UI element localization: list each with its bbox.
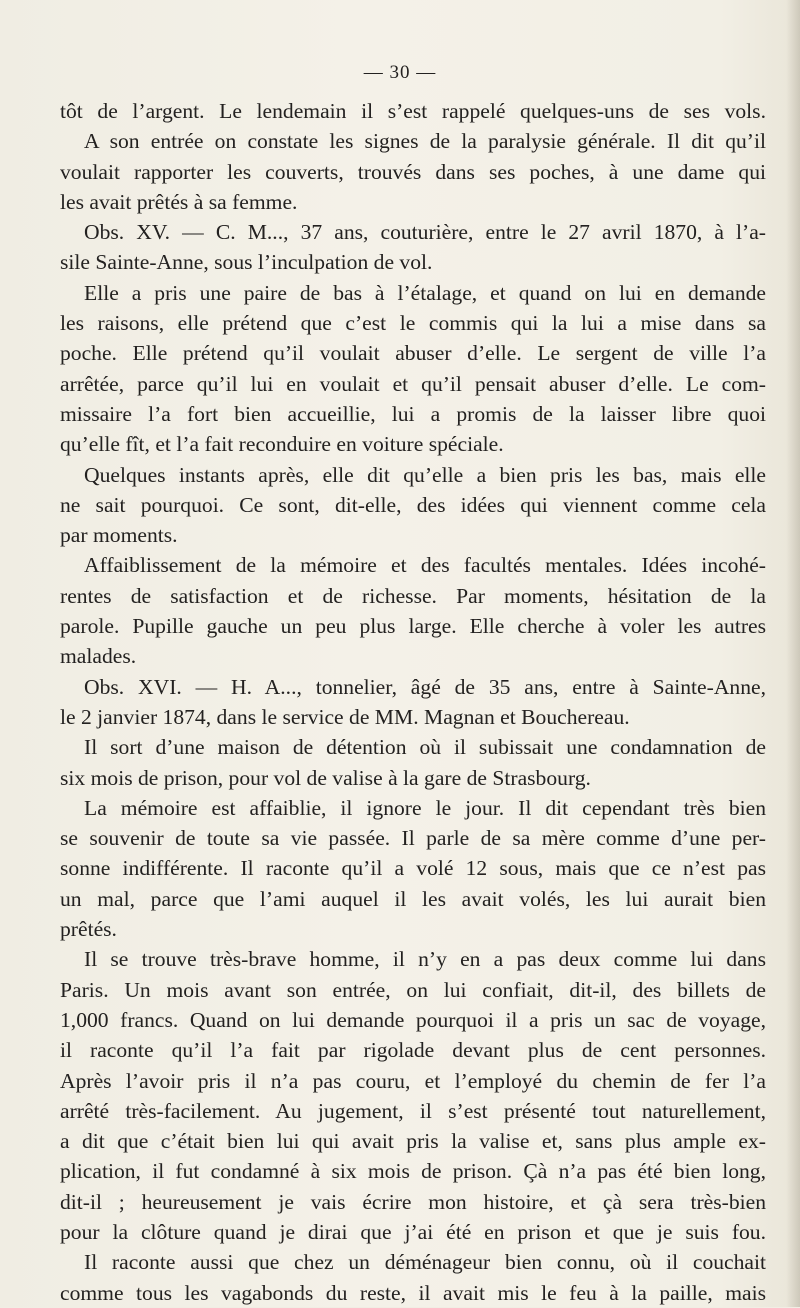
text-line: arrêté très-facilement. Au jugement, il s’est présenté tout naturellement, [60,1098,766,1123]
text-line: sonne indifférente. Il raconte qu’il a volé 12 sous, mais que ce n’est pas [60,856,766,881]
text-line: dit-il ; heureusement je vais écrire mon histoire, et çà sera très-bien [60,1189,766,1214]
text-line: un mal, parce que l’ami auquel il les avait volés, les lui aurait bien [60,886,766,911]
text-line: malades. [60,644,137,669]
text-line: Obs. XVI. — H. A..., tonnelier, âgé de 35 ans, entre à Sainte-Anne, [84,674,766,699]
text-line: il raconte qu’il l’a fait par rigolade devant plus de cent personnes. [60,1038,766,1063]
text-line: se souvenir de toute sa vie passée. Il parle de sa mère comme d’une per- [60,826,766,851]
text-line: ne sait pourquoi. Ce sont, dit-elle, des idées qui viennent comme cela [60,492,766,517]
text-line: sile Sainte-Anne, sous l’inculpation de vol. [60,250,433,275]
text-line: Paris. Un mois avant son entrée, on lui confiait, dit-il, des billets de [60,977,766,1002]
text-line: six mois de prison, pour vol de valise à la gare de Strasbourg. [60,765,591,790]
text-line: les raisons, elle prétend que c’est le commis qui la lui a mise dans sa [60,311,766,336]
text-line: arrêtée, parce qu’il lui en voulait et qu’il pensait abuser d’elle. Le com- [60,371,766,396]
text-line: prêtés. [60,917,117,942]
text-line: 1,000 francs. Quand on lui demande pourquoi il a pris un sac de voyage, [60,1007,766,1032]
text-line: rentes de satisfaction et de richesse. Par moments, hésitation de la [60,583,766,608]
page-number: — 30 — [363,62,437,83]
text-line: Obs. XV. — C. M..., 37 ans, couturière, entre le 27 avril 1870, à l’a- [84,220,766,245]
text-line: Il se trouve très-brave homme, il n’y en a pas deux comme lui dans [84,947,766,972]
text-line: parole. Pupille gauche un peu plus large. Elle cherche à voler les autres [60,614,766,639]
text-line: Il sort d’une maison de détention où il subissait une condamnation de [84,735,766,760]
text-line: a dit que c’était bien lui qui avait pris la valise et, sans plus ample ex- [60,1129,766,1154]
text-line: voulait rapporter les couverts, trouvés dans ses poches, à une dame qui [60,159,766,184]
text-line: par moments. [60,523,178,548]
text-line: tôt de l’argent. Le lendemain il s’est rappelé quelques-uns de ses vols. [60,99,766,123]
text-line: A son entrée on constate les signes de la paralysie générale. Il dit qu’il [84,129,766,154]
text-line: Il raconte aussi que chez un déménageur bien connu, où il couchait [84,1250,766,1275]
page-edge-shadow [786,0,800,1307]
text-line: comme tous les vagabonds du reste, il avait mis le feu à la paille, mais [60,1280,766,1305]
text-line: missaire l’a fort bien accueillie, lui a promis de la laisser libre quoi [60,401,766,426]
text-line: La mémoire est affaiblie, il ignore le jour. Il dit cependant très bien [84,795,766,820]
text-line: les avait prêtés à sa femme. [60,189,298,214]
text-line: pour la clôture quand je dirai que j’ai été en prison et que je suis fou. [60,1219,766,1244]
text-line: poche. Elle prétend qu’il voulait abuser d’elle. Le sergent de ville l’a [60,341,766,366]
text-line: Après l’avoir pris il n’a pas couru, et l’employé du chemin de fer l’a [60,1068,766,1093]
text-line: plication, il fut condamné à six mois de prison. Çà n’a pas été bien long, [60,1159,766,1184]
text-line: qu’elle fît, et l’a fait reconduire en voiture spéciale. [60,432,504,457]
text-line: Affaiblissement de la mémoire et des facultés mentales. Idées incohé- [84,553,766,578]
text-line: Quelques instants après, elle dit qu’elle a bien pris les bas, mais elle [84,462,766,487]
text-line: Elle a pris une paire de bas à l’étalage, et quand on lui en demande [84,280,766,305]
text-line: le 2 janvier 1874, dans le service de MM. Magnan et Bouchereau. [60,704,630,729]
body-text [60,96,766,1308]
